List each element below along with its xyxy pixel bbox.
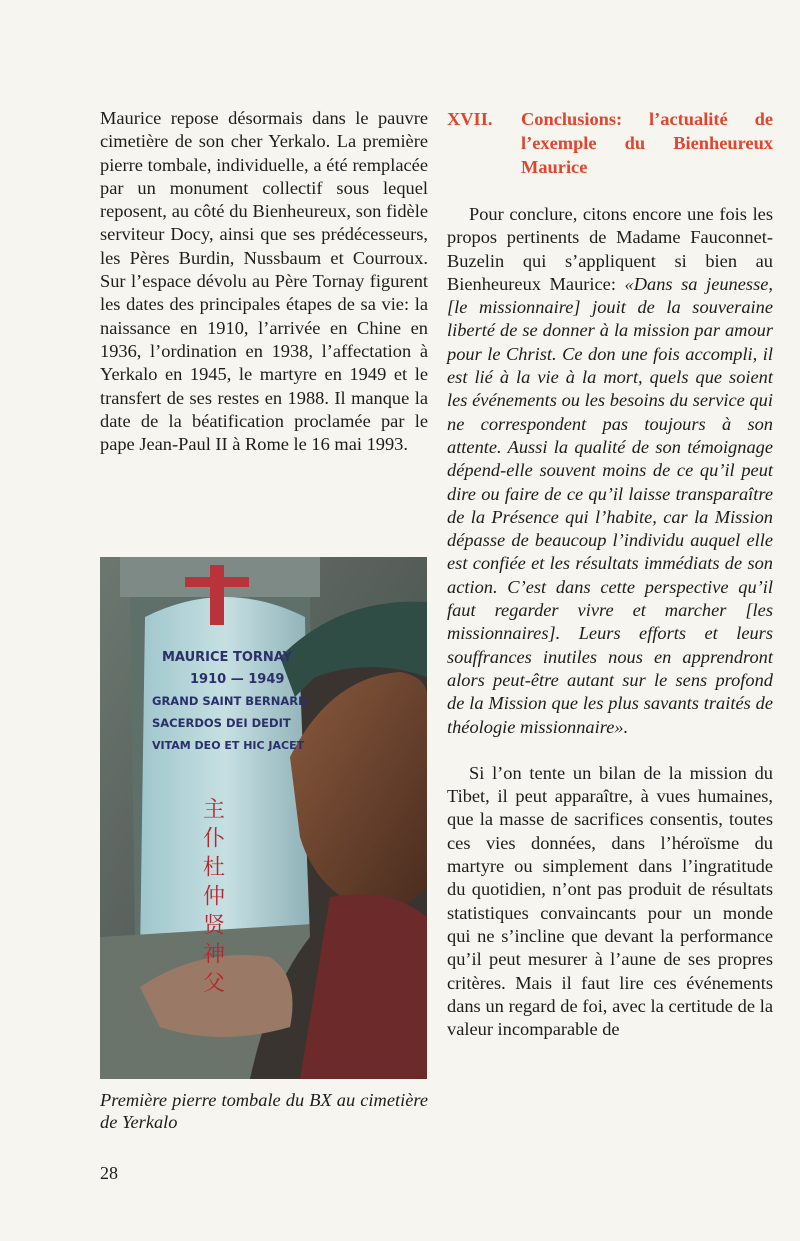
section-heading xyxy=(447,107,773,179)
tombstone-chinese-inscription: 主 仆 杜 仲 贤 神 父 xyxy=(199,797,225,993)
photo-caption: Première pierre tombale du BX au cimetière de Yerkalo xyxy=(100,1090,428,1132)
section-number: XVII. xyxy=(447,109,493,129)
tombstone-photo xyxy=(100,557,427,1079)
paragraph-1-quote: «Dans sa jeunesse, [le missionnaire] jouit de la souveraine liberté de se donner à la mission par amour pour le Christ. Ce don une fois accompli, il est lié à la vie à la mort, quels que soient les événements ou les besoins du service qui ne correspondent pas toujours à son attente. Aussi la qualité de son témoignage dépend-elle souvent moins de ce qu’il peut dire ou faire de ce qu’il laisse transparaître de la Présence qui l’habite, car la Mission dépasse de beaucoup l’individu auquel elle est confiée et les résultats immédiats de son action. C’est dans cette perspective qu’il faut regarder vivre et marcher [les missionnaires]. Leurs efforts et leurs souffrances inutiles nous en apprendront alors peut-être autant sur le sens profond de la Mission que les plus savants traités de théologie missionnaire». xyxy=(447,273,773,737)
section-title: Conclusions: l’actualité de l’exemple du Bienheureux Maurice xyxy=(521,109,773,177)
tombstone-line-1: MAURICE TORNAY xyxy=(162,650,292,665)
tombstone-line-5: VITAM DEO ET HIC JACET xyxy=(152,739,305,752)
conclusion-paragraph-1 xyxy=(447,203,773,739)
paragraph-1-intro: Pour conclure, citons encore une fois les propos pertinents de Madame Fauconnet-Buzelin qui s’appliquent si bien au Bienheureux Maurice: xyxy=(447,204,773,294)
left-paragraph: Maurice repose désormais dans le pauvre cimetière de son cher Yerkalo. La première pierre tombale, individuelle, a été remplacée par un monument collectif sous lequel reposent, au côté du Bienheureux, son fidèle serviteur Docy, ainsi que ses prédécesseurs, les Pères Burdin, Nussbaum et Courroux. Sur l’espace dévolu au Père Tornay figurent les dates des principales étapes de sa vie: la naissance en 1910, l’arrivée en Chine en 1936, l’ordination en 1938, l’affectation à Yerkalo en 1945, le martyre en 1949 et le transfert de ses restes en 1988. Il manque la date de la béatification proclamée par le pape Jean-Paul II à Rome le 16 mai 1993. xyxy=(100,108,428,455)
left-column xyxy=(100,107,428,456)
tombstone-photo-image xyxy=(100,557,427,1079)
conclusion-paragraph-2: Si l’on tente un bilan de la mission du Tibet, il peut apparaître, à vues humaines, que la masse de sacrifices consentis, toutes ces vies données, dans l’héroïsme du martyre ou simplement dans l’ingratitude du quotidien, n’ont pas produit de résultats statistiques convaincants pour un monde qui ne s’incline que devant la performance qu’il peut mesurer à l’aune de ses propres critères. Mais il faut lire ces événements dans un regard de foi, avec la certitude de la valeur incomparable de xyxy=(447,762,773,1040)
tombstone-line-4: SACERDOS DEI DEDIT xyxy=(152,716,291,730)
right-column xyxy=(447,107,773,1041)
tombstone-line-2: 1910 — 1949 xyxy=(190,672,285,687)
tombstone-line-3: GRAND SAINT BERNARD xyxy=(152,694,308,708)
page-number: 28 xyxy=(100,1163,118,1183)
